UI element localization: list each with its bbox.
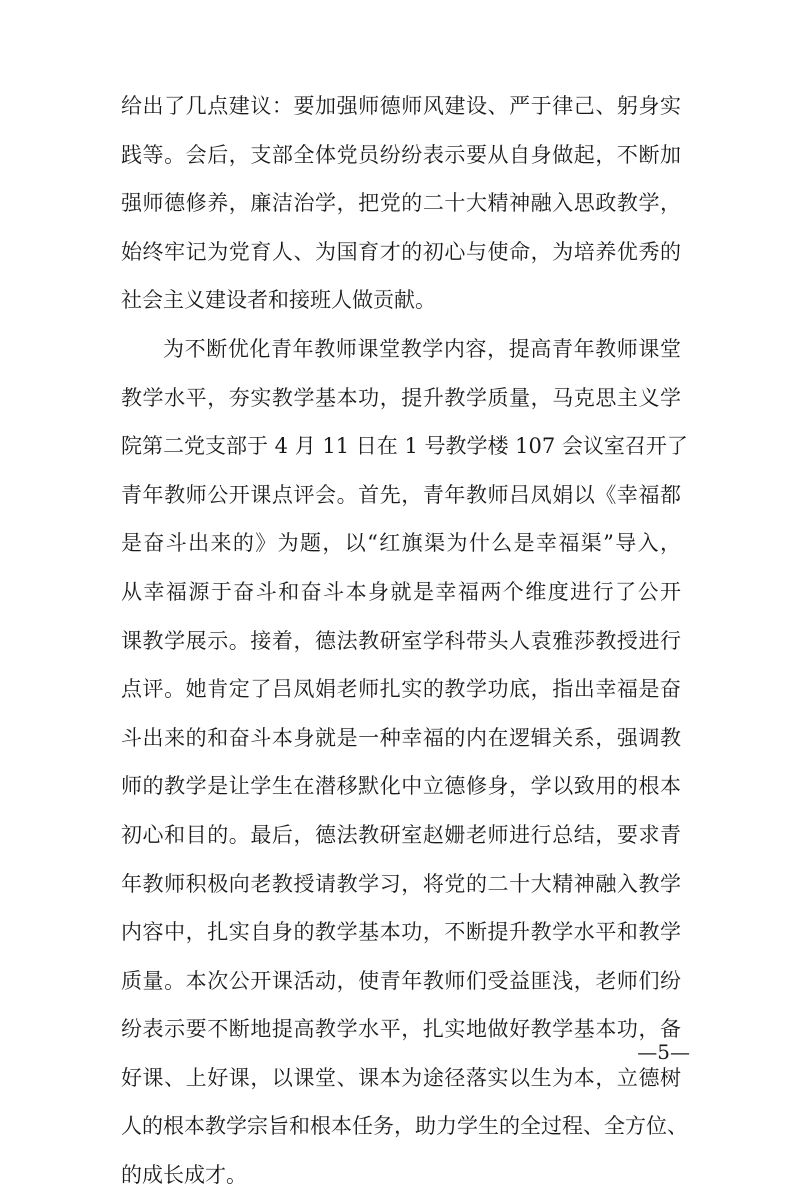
text-line: 给出了几点建议：要加强师德师风建设、严于律己、躬身实 (121, 94, 681, 118)
text-line: 课教学展示。接着，德法教研室学科带头人袁雅莎教授进行 (121, 628, 681, 653)
text-line: 内容中，扎实自身的教学基本功，不断提升教学水平和教学 (121, 920, 681, 945)
text-line: 点评。她肯定了吕凤娟老师扎实的教学功底，指出幸福是奋 (121, 677, 681, 702)
text-line: 质量。本次公开课活动，使青年教师们受益匪浅，老师们纷 (121, 968, 681, 993)
text-line: 师的教学是让学生在潜移默化中立德修身，学以致用的根本 (121, 774, 681, 799)
text-line: 为不断优化青年教师课堂教学内容，提高青年教师课堂 (163, 336, 681, 361)
body-text (121, 82, 688, 1200)
text-line: 人的根本教学宗旨和根本任务，助力学生的全过程、全方位、 (121, 1114, 688, 1139)
text-line: 是奋斗出来的》为题，以“红旗渠为什么是幸福渠”导入， (121, 531, 681, 556)
text-line: 好课、上好课，以课堂、课本为途径落实以生为本，立德树 (121, 1065, 681, 1090)
text-line: 践等。会后，支部全体党员纷纷表示要从自身做起，不断加 (121, 142, 681, 167)
paragraph-2 (121, 325, 688, 1200)
text-line: 教学水平，夯实教学基本功，提升教学质量，马克思主义学 (121, 385, 681, 410)
text-line: 院第二党支部于 4 月 11 日在 1 号教学楼 107 会议室召开了 (121, 434, 688, 459)
text-line: 纷表示要不断地提高教学水平，扎实地做好教学基本功，备 (121, 1017, 681, 1042)
text-line: 的成长成才。 (121, 1163, 247, 1188)
text-line: 青年教师公开课点评会。首先，青年教师吕凤娟以《幸福都 (121, 482, 681, 507)
paragraph-1 (121, 82, 681, 325)
page-number: —5— (637, 1040, 690, 1064)
text-line: 始终牢记为党育人、为国育才的初心与使命，为培养优秀的 (121, 239, 681, 264)
text-line: 社会主义建设者和接班人做贡献。 (121, 288, 436, 313)
text-line: 斗出来的和奋斗本身就是一种幸福的内在逻辑关系，强调教 (121, 725, 681, 750)
text-line: 从幸福源于奋斗和奋斗本身就是幸福两个维度进行了公开 (121, 579, 681, 604)
text-line: 年教师积极向老教授请教学习，将党的二十大精神融入教学 (121, 871, 681, 896)
text-line: 强师德修养，廉洁治学，把党的二十大精神融入思政教学， (121, 191, 681, 216)
text-line: 初心和目的。最后，德法教研室赵姗老师进行总结，要求青 (121, 822, 681, 847)
